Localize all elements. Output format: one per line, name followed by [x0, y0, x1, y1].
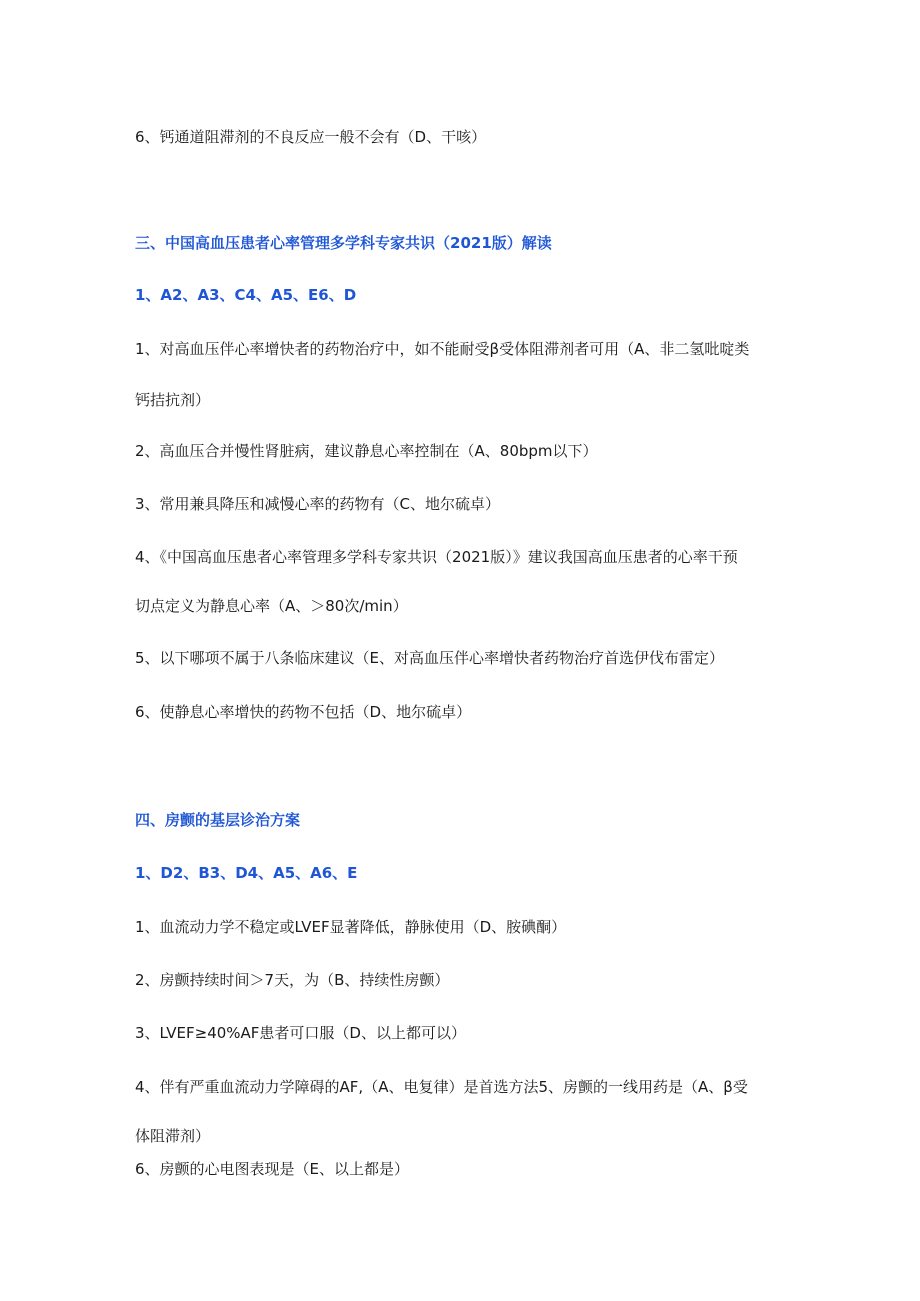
answer-key: 1、A2、A3、C4、A5、E6、D [135, 286, 357, 304]
answer-key: 1、D2、B3、D4、A5、A6、E [135, 864, 358, 882]
section-heading: 四、房颤的基层诊治方案 [135, 811, 301, 829]
question-text: 6、房颤的心电图表现是（E、以上都是） [135, 1160, 410, 1178]
question-text: 钙拮抗剂） [135, 391, 211, 409]
question-text: 3、常用兼具降压和减慢心率的药物有（C、地尔硫卓） [135, 495, 501, 513]
question-text: 5、以下哪项不属于八条临床建议（E、对高血压伴心率增快者药物治疗首选伊伐布雷定） [135, 649, 725, 667]
question-text: 3、LVEF≥40%AF患者可口服（D、以上都可以） [135, 1024, 466, 1042]
question-text: 切点定义为静息心率（A、＞80次/min） [135, 597, 408, 615]
question-text: 2、房颤持续时间＞7天，为（B、持续性房颤） [135, 971, 450, 989]
question-text: 6、钙通道阻滞剂的不良反应一般不会有（D、干咳） [135, 128, 487, 146]
section-heading: 三、中国高血压患者心率管理多学科专家共识（2021版）解读 [135, 234, 552, 252]
question-text: 1、血流动力学不稳定或LVEF显著降低，静脉使用（D、胺碘酮） [135, 918, 567, 936]
question-text: 4、《中国高血压患者心率管理多学科专家共识（2021版）》建议我国高血压患者的心率干预 [135, 548, 738, 566]
question-text: 1、对高血压伴心率增快者的药物治疗中，如不能耐受β受体阻滞剂者可用（A、非二氢吡啶类 [135, 340, 750, 358]
question-text: 6、使静息心率增快的药物不包括（D、地尔硫卓） [135, 703, 472, 721]
question-text: 4、伴有严重血流动力学障碍的AF,（A、电复律）是首选方法5、房颤的一线用药是（A、β受 [135, 1078, 748, 1096]
question-text: 体阻滞剂） [135, 1127, 211, 1145]
question-text: 2、高血压合并慢性肾脏病，建议静息心率控制在（A、80bpm以下） [135, 442, 598, 460]
